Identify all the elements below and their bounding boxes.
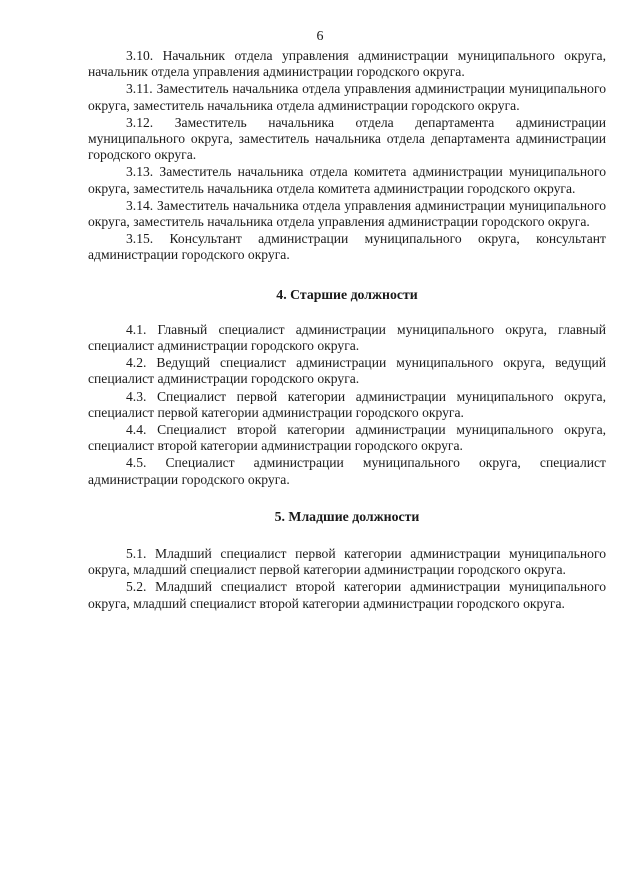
paragraph-3-11: 3.11. Заместитель начальника отдела управления администрации муниципального округа, заместитель начальника отдела администрации городского округа. — [88, 81, 606, 113]
section-5-heading: 5. Младшие должности — [274, 508, 420, 524]
paragraph-4-4: 4.4. Специалист второй категории администрации муниципального округа, специалист второй категории администрации городского округа. — [88, 422, 606, 454]
section-4-heading: 4. Старшие должности — [276, 286, 418, 302]
paragraph-5-1: 5.1. Младший специалист первой категории администрации муниципального округа, младший специалист первой категории администрации городского округа. — [88, 546, 606, 578]
paragraph-3-15: 3.15. Консультант администрации муниципального округа, консультант администрации городского округа. — [88, 231, 606, 263]
paragraph-4-3: 4.3. Специалист первой категории администрации муниципального округа, специалист первой категории администрации городского округа. — [88, 388, 606, 420]
paragraph-3-14: 3.14. Заместитель начальника отдела управления администрации муниципального округа, заместитель начальника отдела управления администрации городского округа. — [88, 197, 606, 230]
paragraph-4-1: 4.1. Главный специалист администрации муниципального округа, главный специалист администрации городского округа. — [88, 321, 606, 354]
document-body — [88, 48, 606, 613]
paragraph-3-13: 3.13. Заместитель начальника отдела комитета администрации муниципального округа, заместитель начальника отдела комитета администрации городского округа. — [88, 164, 606, 196]
paragraph-5-2: 5.2. Младший специалист второй категории администрации муниципального округа, младший специалист второй категории администрации городского округа. — [88, 579, 606, 611]
paragraph-4-2: 4.2. Ведущий специалист администрации муниципального округа, ведущий специалист администрации городского округа. — [88, 355, 606, 387]
paragraph-3-12: 3.12. Заместитель начальника отдела департамента администрации муниципального округа, заместитель начальника отдела департамента администрации городского округа. — [88, 114, 606, 163]
page-number: 6 — [316, 29, 324, 44]
paragraph-3-10: 3.10. Начальник отдела управления администрации муниципального округа, начальник отдела управления администрации городского округа. — [88, 48, 606, 80]
paragraph-4-5: 4.5. Специалист администрации муниципального округа, специалист администрации городского округа. — [88, 455, 606, 487]
